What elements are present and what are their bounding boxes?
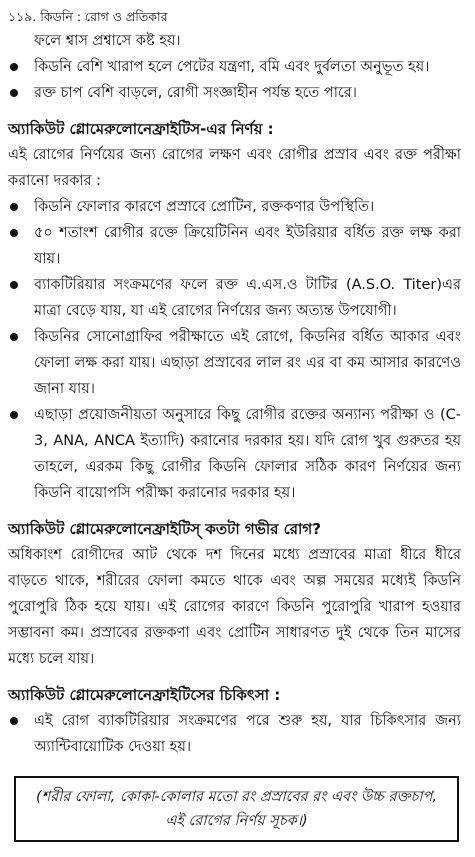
summary-note-box <box>14 776 459 842</box>
list-item: কিডনির সোনোগ্রাফির পরীক্ষাতে এই রোগে, কিডনির বর্ধিত আকার এবং ফোলা লক্ষ করা যায়। এছাড়া প্রস্রাবের লাল রং এর বা কম আসার কারণেও জানা যায়। <box>8 324 461 402</box>
list-item: কিডনি বেশি খারাপ হলে পেটের যন্ত্রণা, বমি এবং দুর্বলতা অনুভূত হয়। <box>8 54 461 80</box>
summary-note-text: (শরীর ফোলা, কোকা-কোলার মতো রং প্রস্রাবের রং এবং উচ্চ রক্তচাপ, এই রোগের নির্ণয় সূচক।) <box>35 789 437 829</box>
list-item: ৫০ শতাংশ রোগীর রক্তে ক্রিয়েটিনিন এবং ইউরিয়ার বর্ধিত রক্ত লক্ষ করা যায়। <box>8 220 461 272</box>
bullet-dot-icon <box>10 229 18 237</box>
bullet-dot-icon <box>10 411 18 419</box>
severity-heading: অ্যাকিউট গ্লোমেরুলোনেফ্রাইটিস্ কতটা গভীর রোগ? <box>8 520 321 538</box>
treatment-heading: অ্যাকিউট গ্লোমেরুলোনেফ্রাইটিসের চিকিৎসা : <box>8 686 281 704</box>
bullet-dot-icon <box>10 333 18 341</box>
diagnosis-intro: এই রোগের নির্ণয়ের জন্য রোগের লক্ষণ এবং রোগীর প্রস্রাব এবং রক্ত পরীক্ষা করানো দরকার : <box>8 147 461 189</box>
list-item: কিডনি ফোলার কারণে প্রস্রাবে প্রোটিন, রক্তকণার উপস্থিতি। <box>8 194 461 220</box>
list-item: এছাড়া প্রয়োজনীয়তা অনুসারে কিছু রোগীর রক্তের অন্যান্য পরীক্ষা ও (C-3, ANA, ANCA ইত্যাদি) করানোর দরকার হয়। যদি রোগ খুব গুরুতর হয় তাহলে, এরকম কিছু রোগীর কিডনি ফোলার সঠিক কারণ নির্ণয়ের জন্য কিডনি বায়োপসি পরীক্ষা করানোর দরকার হয়। <box>8 402 461 506</box>
diagnosis-list <box>8 194 461 506</box>
list-item: ব্যাকটিরিয়ার সংক্রমণের ফলে রক্ত এ.এস.ও টাটির (A.S.O. Titer)এর মাত্রা বেড়ে যায়, যা এই রোগের নির্ণয়ের জন্য অত্যন্ত উপযোগী। <box>8 272 461 324</box>
page-number: ১১৯. <box>8 9 37 24</box>
symptom-list <box>8 54 461 106</box>
list-item: এই রোগ ব্যাকটিরিয়ার সংক্রমণের পরে শুরু হয়, যার চিকিৎসার জন্য অ্যান্টিবায়োটিক দেওয়া হয়। <box>8 708 461 760</box>
severity-body: অধিকাংশ রোগীদের আট থেকে দশ দিনের মধ্যে প্রস্রাবের মাত্রা ধীরে ধীরে বাড়তে থাকে, শরীরের ফোলা কমতে থাকে এবং অল্প সময়ের মধ্যেই কিডনি পুরোপুরি ঠিক হয়ে যায়। এই রোগের কারণে কিডনি পুরোপুরি খারাপ হওয়ার সম্ভাবনা কম। প্রস্রাবের রক্তকণা এবং প্রোটিন সাধারণত দুই থেকে তিন মাসের মধ্যে চলে যায়। <box>8 547 461 667</box>
running-title: কিডনি : রোগ ও প্রতিকার <box>40 9 168 24</box>
continuation-text: ফলে শ্বাস প্রশ্বাসে কষ্ট হয়। <box>34 33 181 49</box>
bullet-dot-icon <box>10 203 18 211</box>
running-header <box>8 8 461 26</box>
bullet-dot-icon <box>10 63 18 71</box>
bullet-dot-icon <box>10 89 18 97</box>
diagnosis-heading: অ্যাকিউট গ্লোমেরুলোনেফ্রাইটিস-এর নির্ণয় : <box>8 120 274 138</box>
treatment-list <box>8 708 461 760</box>
bullet-dot-icon <box>10 281 18 289</box>
list-item: রক্ত চাপ বেশি বাড়লে, রোগী সংজ্ঞাহীন পর্যন্ত হতে পারে। <box>8 80 461 106</box>
bullet-dot-icon <box>10 717 18 725</box>
